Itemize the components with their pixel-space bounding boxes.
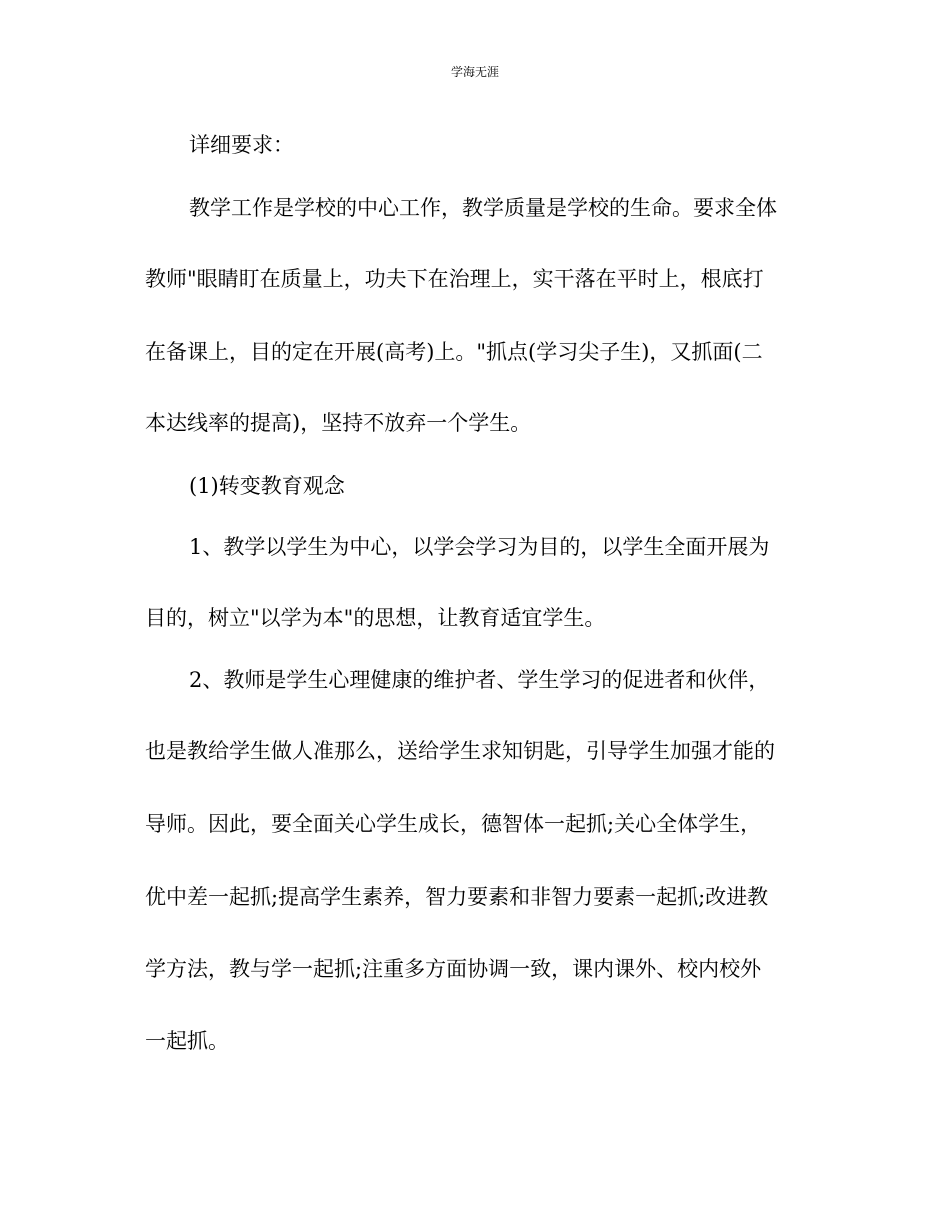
paragraph-line: 也是教给学生做人准那么，送给学生求知钥匙，引导学生加强才能的 — [145, 739, 775, 763]
paragraph-line: 目的，树立"以学为本"的思想，让教育适宜学生。 — [145, 606, 606, 630]
paragraph-line: 一起抓。 — [145, 1029, 229, 1053]
page-header: 学海无涯 — [450, 65, 499, 79]
paragraph-line: 优中差一起抓;提高学生素养，智力要素和非智力要素一起抓;改进教 — [145, 885, 769, 909]
paragraph-line: 导师。因此，要全面关心学生成长，德智体一起抓;关心全体学生， — [145, 812, 762, 836]
paragraph-line: 2、教师是学生心理健康的维护者、学生学习的促进者和伙伴， — [189, 668, 770, 692]
paragraph-line: 在备课上，目的定在开展(高考)上。"抓点(学习尖子生)，又抓面(二 — [145, 340, 763, 364]
subsection-heading: (1)转变教育观念 — [189, 474, 345, 498]
paragraph-line: 教学工作是学校的中心工作，教学质量是学校的生命。要求全体 — [189, 196, 777, 220]
paragraph-line: 1、教学以学生为中心，以学会学习为目的，以学生全面开展为 — [189, 535, 770, 559]
paragraph-line: 学方法，教与学一起抓;注重多方面协调一致，课内课外、校内校外 — [145, 957, 762, 981]
section-heading-requirements: 详细要求： — [189, 133, 294, 157]
paragraph-line: 本达线率的提高)，坚持不放弃一个学生。 — [145, 411, 532, 435]
paragraph-line: 教师"眼睛盯在质量上，功夫下在治理上，实干落在平时上，根底打 — [145, 267, 764, 291]
